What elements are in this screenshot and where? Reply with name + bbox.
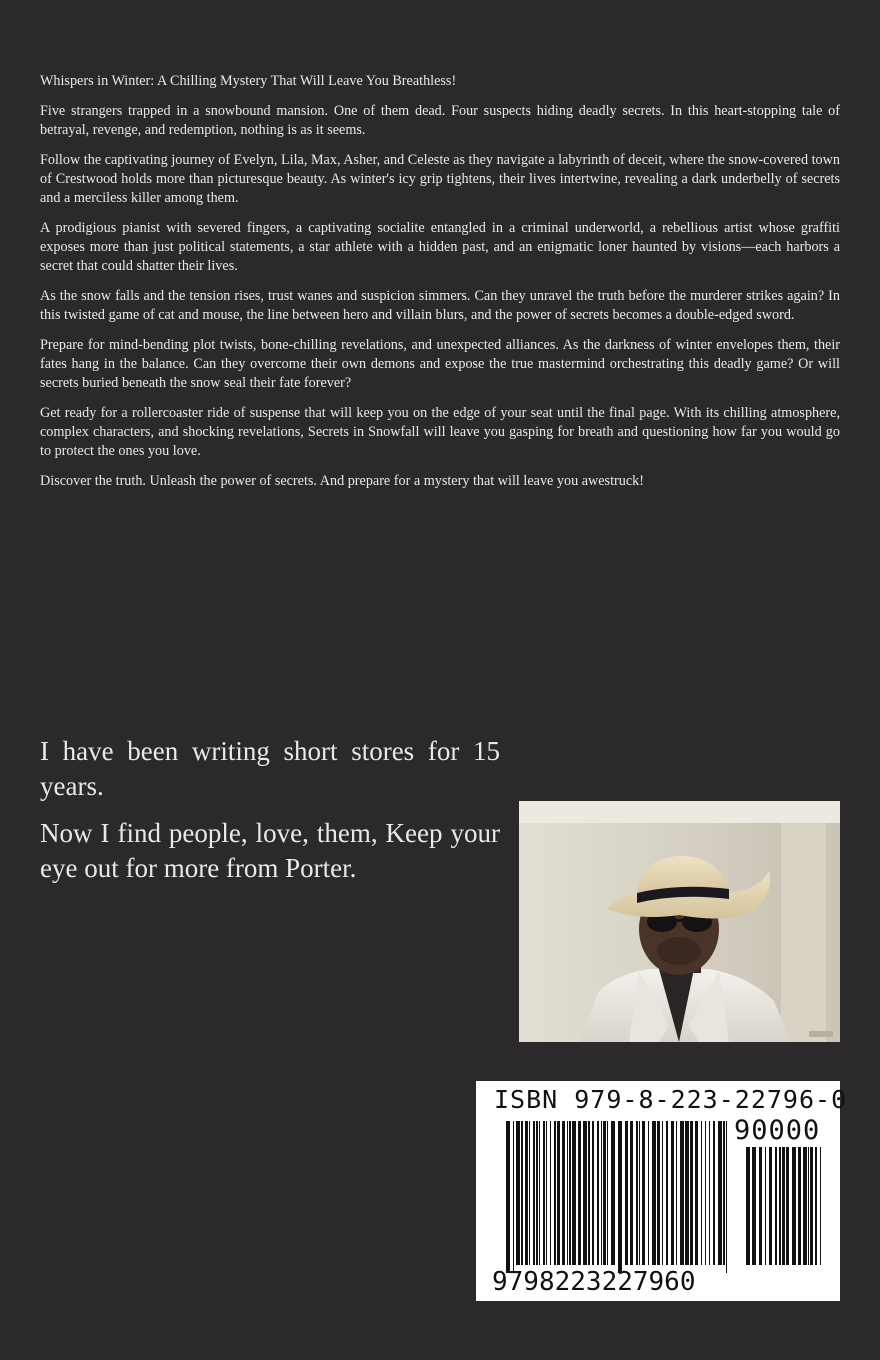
barcode-bar <box>718 1121 722 1265</box>
ean-barcode-bars <box>506 1121 731 1273</box>
barcode-bar <box>543 1121 545 1265</box>
barcode-bar <box>583 1121 587 1265</box>
blurb-paragraph: Discover the truth. Unleash the power of secrets. And prepare for a mystery that will leave you awestruck! <box>40 473 644 489</box>
author-bio-line: I have been writing short stores for 15 years. <box>40 736 500 801</box>
barcode-bar <box>752 1147 756 1265</box>
barcode-bar <box>642 1121 645 1265</box>
barcode-bar <box>506 1121 510 1273</box>
barcode-bar <box>588 1121 590 1265</box>
barcode-bar <box>630 1121 633 1265</box>
blurb-paragraph: Follow the captivating journey of Evelyn, Lila, Max, Asher, and Celeste as they navigate a labyrinth of deceit, where the snow-covered town of Crestwood holds more than picturesque beauty. As winter's icy grip tightens, their lives intertwine, revealing a dark underbelly of secrets and a merciless killer among them. <box>40 152 840 206</box>
barcode-bar <box>639 1121 640 1265</box>
barcode-bar <box>782 1147 785 1265</box>
barcode-bar <box>546 1121 547 1265</box>
barcode-bar <box>578 1121 581 1265</box>
barcode-bar <box>666 1121 668 1265</box>
barcode-bar <box>726 1121 727 1273</box>
barcode-bar <box>513 1121 514 1273</box>
barcode-bar <box>701 1121 702 1265</box>
barcode-bar <box>636 1121 638 1265</box>
barcode-bar <box>662 1121 663 1265</box>
barcode-bar <box>798 1147 801 1265</box>
author-photo-illustration <box>519 801 840 1042</box>
barcode-bar <box>592 1121 594 1265</box>
barcode-bar <box>607 1121 608 1265</box>
barcode-bar <box>723 1121 725 1265</box>
barcode-bar <box>775 1147 777 1265</box>
back-cover-blurb <box>40 72 840 502</box>
barcode-bar <box>803 1147 807 1265</box>
ean-digits: 9798223227960 <box>492 1267 696 1297</box>
barcode-bar <box>765 1147 766 1265</box>
author-bio <box>40 734 500 898</box>
barcode-bar <box>695 1121 698 1265</box>
barcode-bar <box>810 1147 813 1265</box>
barcode-bar <box>759 1147 762 1265</box>
barcode-bar <box>625 1121 628 1265</box>
barcode-bar <box>671 1121 674 1265</box>
blurb-paragraph: Five strangers trapped in a snowbound mansion. One of them dead. Four suspects hiding deadly secrets. In this heart-stopping tale of betrayal, revenge, and redemption, nothing is as it seems. <box>40 103 840 138</box>
barcode-bar <box>820 1147 821 1265</box>
barcode-bar <box>709 1121 710 1265</box>
barcode-bar <box>657 1121 660 1265</box>
barcode-bar <box>567 1121 568 1265</box>
price-addon-number: 90000 <box>734 1115 821 1146</box>
barcode-bar <box>603 1121 606 1265</box>
isbn-label: ISBN 979-8-223-22796-0 <box>494 1085 848 1114</box>
barcode-bar <box>562 1121 565 1265</box>
barcode-bar <box>529 1121 530 1265</box>
barcode-bar <box>611 1121 615 1265</box>
barcode-bar <box>554 1121 556 1265</box>
author-photo <box>519 801 840 1042</box>
barcode-bar <box>815 1147 817 1265</box>
barcode-bar <box>521 1121 523 1265</box>
barcode-bar <box>539 1121 540 1265</box>
barcode-bar <box>618 1121 622 1273</box>
barcode-bar <box>680 1121 684 1265</box>
barcode-bar <box>572 1121 576 1265</box>
blurb-paragraph: A prodigious pianist with severed fingers, a captivating socialite entangled in a criminal underworld, a rebellious artist whose graffiti exposes more than just political statements, a star athlete with a hidden past, and an enigmatic loner haunted by visions—each harbors a secret that could shatter their lives. <box>40 220 840 274</box>
barcode-bar <box>533 1121 535 1265</box>
blurb-paragraph: Get ready for a rollercoaster ride of suspense that will keep you on the edge of your seat until the final page. With its chilling atmosphere, complex characters, and shocking revelations, Secrets in Snowfall will leave you gasping for breath and questioning how far you would go to protect the ones you love. <box>40 405 840 459</box>
barcode-bar <box>769 1147 772 1265</box>
barcode-bar <box>648 1121 649 1265</box>
barcode-bar <box>516 1121 520 1265</box>
barcode-bar <box>536 1121 538 1265</box>
blurb-title: Whispers in Winter: A Chilling Mystery That Will Leave You Breathless! <box>40 73 457 89</box>
barcode-bar <box>652 1121 656 1265</box>
barcode-bar <box>557 1121 560 1265</box>
barcode-bar <box>792 1147 796 1265</box>
barcode-bar <box>713 1121 715 1265</box>
barcode-bar <box>808 1147 809 1265</box>
barcode-bar <box>786 1147 789 1265</box>
barcode-bar <box>779 1147 781 1265</box>
isbn-barcode <box>476 1081 848 1301</box>
barcode-bar <box>746 1147 750 1265</box>
blurb-paragraph: Prepare for mind-bending plot twists, bone-chilling revelations, and unexpected alliances. As the darkness of winter envelopes them, their fates hang in the balance. Can they overcome their own demons and expose the true mastermind orchestrating this deadly game? Or will secrets buried beneath the snow seal their fate forever? <box>40 337 840 391</box>
barcode-bar <box>601 1121 602 1265</box>
barcode-bar <box>685 1121 689 1265</box>
addon-barcode-bars <box>746 1147 824 1273</box>
barcode-bar <box>597 1121 599 1265</box>
barcode-bar <box>690 1121 693 1265</box>
author-bio-line: Now I find people, love, them, Keep your eye out for more from Porter. <box>40 818 500 883</box>
blurb-paragraph: As the snow falls and the tension rises, trust wanes and suspicion simmers. Can they unravel the truth before the murderer strikes again? In this twisted game of cat and mouse, the line between hero and villain blurs, and the power of secrets becomes a double-edged sword. <box>40 288 840 323</box>
barcode-bar <box>676 1121 677 1265</box>
barcode-bar <box>525 1121 528 1265</box>
barcode-bar <box>705 1121 706 1265</box>
barcode-bar <box>569 1121 571 1265</box>
barcode-bar <box>550 1121 551 1265</box>
